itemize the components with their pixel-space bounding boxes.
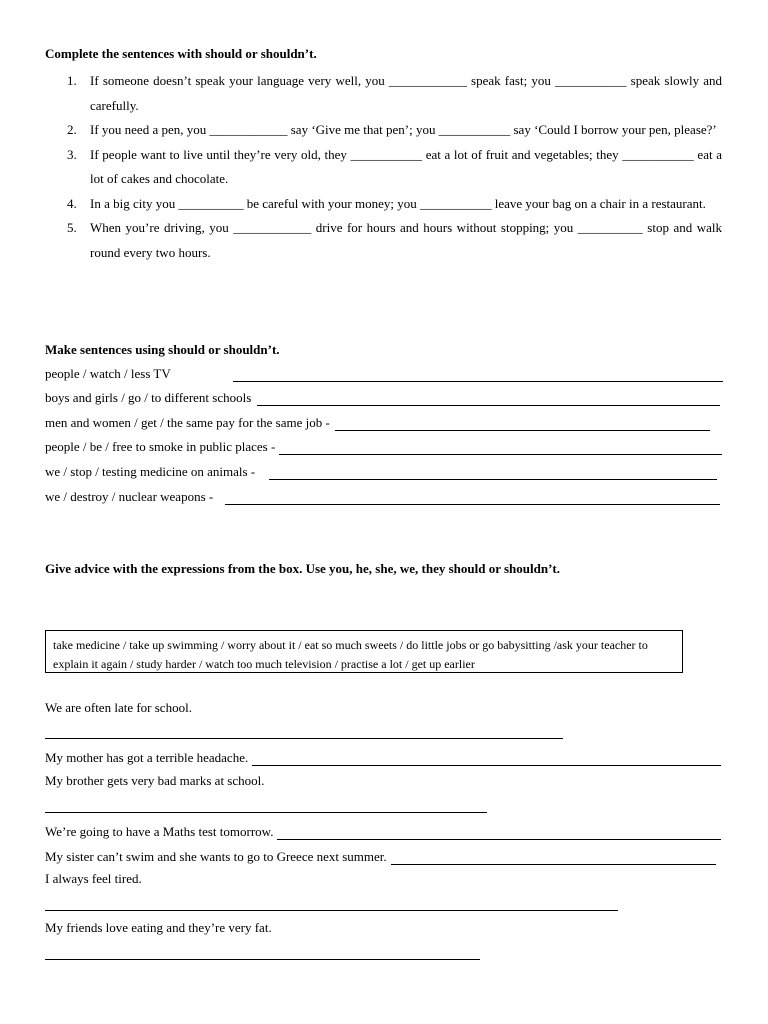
- answer-line[interactable]: [269, 466, 717, 480]
- exercise-item-2: [45, 118, 722, 143]
- answer-line[interactable]: [45, 959, 480, 960]
- answer-line[interactable]: [45, 910, 618, 911]
- advice-row-5: [45, 847, 716, 865]
- section1-heading: Complete the sentences with should or shouldn’t.: [45, 46, 317, 61]
- advice-prompt-5: My sister can’t swim and she wants to go to Greece next summer.: [45, 849, 387, 864]
- item-number: 4.: [67, 195, 77, 211]
- expressions-text: take medicine / take up swimming / worry about it / eat so much sweets / do little jobs or go babysitting /ask your teacher to explain it again / study harder / watch too much television / practise a lot / get up earlier: [53, 638, 648, 671]
- item-text: When you’re driving, you ____________ drive for hours and hours without stopping; you __________ stop and walk round every two hours.: [90, 220, 722, 260]
- advice-prompt-2: My mother has got a terrible headache.: [45, 750, 249, 765]
- sentence-prompt: people / watch / less TV: [45, 366, 171, 381]
- item-text: In a big city you __________ be careful with your money; you ___________ leave your bag on a chair in a restaurant.: [90, 195, 706, 211]
- section3-heading: Give advice with the expressions from the box. Use you, he, she, we, they should or shouldn’t.: [45, 561, 560, 576]
- answer-line[interactable]: [225, 491, 720, 505]
- exercise-item-4: [45, 192, 722, 217]
- advice-row-4: [45, 822, 721, 840]
- section2-heading: Make sentences using should or shouldn’t.: [45, 342, 280, 357]
- item-number: 1.: [67, 73, 77, 88]
- advice-prompt-6: I always feel tired.: [45, 871, 142, 886]
- exercise1-list: [45, 69, 722, 265]
- answer-line[interactable]: [391, 851, 716, 865]
- advice-prompt-3: My brother gets very bad marks at school.: [45, 773, 265, 788]
- answer-line[interactable]: [233, 368, 723, 382]
- item-number: 5.: [67, 220, 77, 235]
- answer-line[interactable]: [277, 826, 721, 840]
- make-sentence-row-2: [45, 388, 720, 406]
- make-sentence-row-1: [45, 364, 723, 382]
- advice-prompt-1: We are often late for school.: [45, 700, 192, 715]
- item-number: 2.: [67, 122, 77, 137]
- exercise-item-5: [45, 216, 722, 265]
- item-number: 3.: [67, 146, 77, 162]
- make-sentence-row-6: [45, 487, 720, 505]
- make-sentence-row-3: [45, 413, 710, 431]
- sentence-prompt: we / stop / testing medicine on animals -: [45, 464, 256, 479]
- advice-prompt-4: We’re going to have a Maths test tomorrow.: [45, 824, 274, 839]
- advice-row-2: [45, 748, 721, 766]
- answer-line[interactable]: [45, 812, 487, 813]
- expressions-box: [45, 630, 683, 673]
- sentence-prompt: we / destroy / nuclear weapons -: [45, 489, 214, 504]
- advice-prompt-7: My friends love eating and they’re very fat.: [45, 920, 272, 935]
- answer-line[interactable]: [257, 392, 720, 406]
- item-text: If you need a pen, you ____________ say ‘Give me that pen’; you ___________ say ‘Could I borrow your pen, please?’: [90, 122, 717, 137]
- sentence-prompt: boys and girls / go / to different schools: [45, 390, 252, 405]
- sentence-prompt: people / be / free to smoke in public places -: [45, 439, 276, 454]
- sentence-prompt: men and women / get / the same pay for the same job -: [45, 415, 330, 430]
- item-text: If people want to live until they’re very old, they ___________ eat a lot of fruit and vegetables; they ___________ eat a lot of cakes and chocolate.: [90, 146, 722, 186]
- exercise-item-1: [45, 69, 722, 118]
- answer-line[interactable]: [252, 752, 721, 766]
- exercise-item-3: [45, 143, 722, 192]
- make-sentence-row-4: [45, 437, 722, 455]
- make-sentence-row-5: [45, 462, 717, 480]
- answer-line[interactable]: [335, 417, 710, 431]
- answer-line[interactable]: [45, 738, 563, 739]
- answer-line[interactable]: [279, 441, 722, 455]
- item-text: If someone doesn’t speak your language very well, you ____________ speak fast; you ___________ speak slowly and carefully.: [90, 73, 722, 113]
